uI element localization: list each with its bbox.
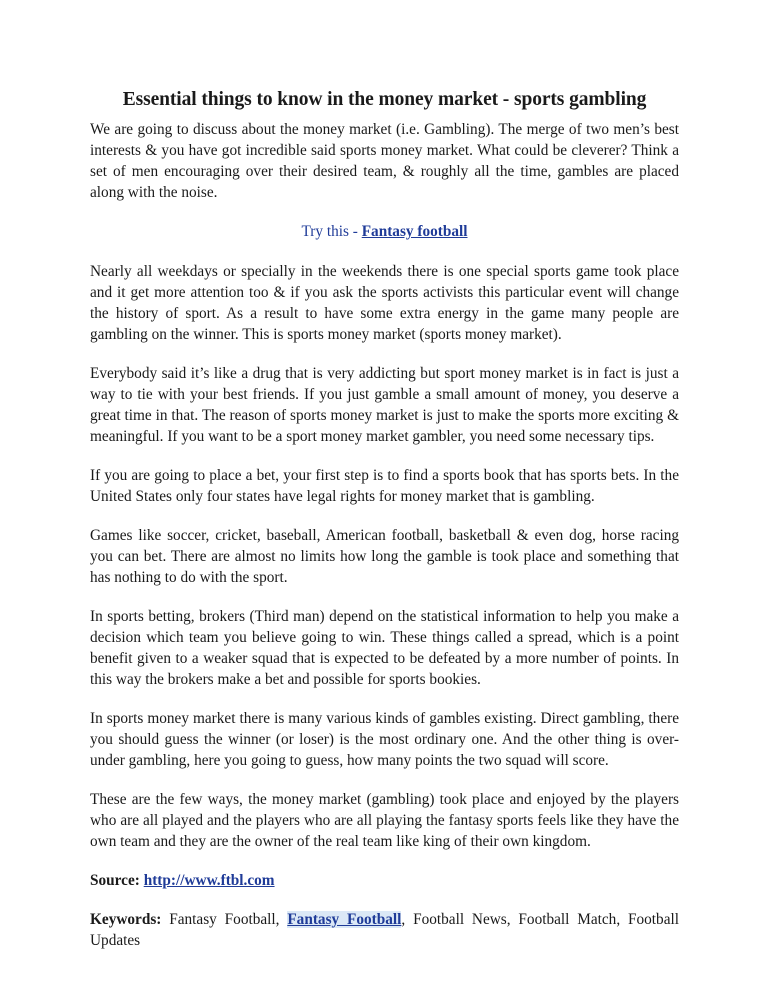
paragraph-1: Nearly all weekdays or specially in the weekends there is one special sports game took place and it get more attention too & if you ask the sports activists this particular event will change the history of sport. As a result to have some extra energy in the game many people are gambling on the winner. This is sports money market (sports money market).: [90, 263, 679, 343]
source-link[interactable]: http://www.ftbl.com: [143, 872, 275, 889]
keyword-fantasy-football-link[interactable]: Fantasy Football: [287, 911, 402, 928]
keyword-fantasy-football: Fantasy Football,: [169, 911, 280, 928]
paragraph-4: Games like soccer, cricket, baseball, American football, basketball & even dog, horse racing you can bet. There are almost no limits how long the gamble is took place and something that has nothing to do with the sport.: [90, 527, 679, 586]
try-this-line: [90, 221, 679, 242]
paragraph-7: These are the few ways, the money market (gambling) took place and enjoyed by the players who are all played and the players who are all playing the fantasy sports feels like they have the own team and they are the owner of the real team like king of their own kingdom.: [90, 791, 679, 850]
paragraph-2: Everybody said it’s like a drug that is very addicting but sport money market is in fact is just a way to tie with your best friends. If you just gamble a small amount of money, you deserve a great time in that. The reason of sports money market is just to make the sports more exciting & meaningful. If you want to be a sport money market gambler, you need some necessary tips.: [90, 365, 679, 445]
keywords-line: [90, 909, 679, 951]
try-this-prefix: Try this -: [301, 223, 362, 240]
page-title: Essential things to know in the money market - sports gambling: [122, 89, 647, 110]
keywords-rest: , Football News, Football Match, Football Updates: [90, 911, 679, 949]
paragraph-6: In sports money market there is many various kinds of gambles existing. Direct gambling, there you should guess the winner (or loser) is the most ordinary one. And the other thing is over-under gambling, here you going to guess, how many points the two squad will score.: [90, 710, 679, 769]
source-line: [90, 870, 679, 891]
paragraph-5: In sports betting, brokers (Third man) depend on the statistical information to help you make a decision which team you believe going to win. These things called a spread, which is a point benefit given to a weaker squad that is expected to be defeated by a more number of points. In this way the brokers make a bet and possible for sports bookies.: [90, 608, 679, 688]
fantasy-football-link[interactable]: Fantasy football: [361, 223, 468, 240]
intro-paragraph: We are going to discuss about the money market (i.e. Gambling). The merge of two men’s best interests & you have got incredible said sports money market. What could be cleverer? Think a set of men encouraging over their desired team, & roughly all the time, gambles are placed along with the noise.: [90, 121, 679, 201]
keywords-label: Keywords:: [90, 911, 162, 928]
source-label: Source:: [90, 872, 140, 889]
paragraph-3: If you are going to place a bet, your first step is to find a sports book that has sports bets. In the United States only four states have legal rights for money market that is gambling.: [90, 467, 679, 505]
